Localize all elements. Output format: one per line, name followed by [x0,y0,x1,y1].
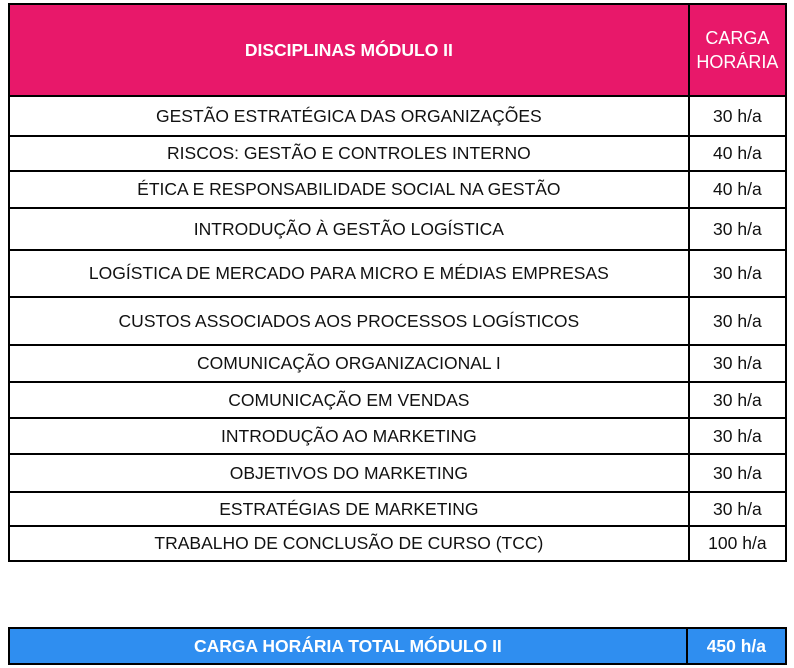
hours-header-line2: HORÁRIA [696,52,779,72]
discipline-name: LOGÍSTICA DE MERCADO PARA MICRO E MÉDIAS EMPRESAS [9,250,689,297]
discipline-hours: 30 h/a [689,418,786,454]
discipline-name: INTRODUÇÃO À GESTÃO LOGÍSTICA [9,208,689,250]
total-row [9,628,786,664]
discipline-hours: 30 h/a [689,250,786,297]
table-row [9,250,786,297]
disciplines-table [8,3,787,562]
table-row [9,345,786,382]
discipline-hours: 30 h/a [689,454,786,492]
discipline-hours: 40 h/a [689,136,786,171]
discipline-name: COMUNICAÇÃO ORGANIZACIONAL I [9,345,689,382]
table-row [9,208,786,250]
discipline-name: INTRODUÇÃO AO MARKETING [9,418,689,454]
discipline-name: OBJETIVOS DO MARKETING [9,454,689,492]
discipline-hours: 30 h/a [689,382,786,418]
disciplines-header: DISCIPLINAS MÓDULO II [9,4,689,96]
total-table [8,627,787,665]
discipline-name: RISCOS: GESTÃO E CONTROLES INTERNO [9,136,689,171]
discipline-hours: 30 h/a [689,345,786,382]
total-hours: 450 h/a [687,628,786,664]
hours-header [689,4,786,96]
discipline-hours: 30 h/a [689,96,786,136]
discipline-hours: 100 h/a [689,526,786,561]
discipline-name: GESTÃO ESTRATÉGICA DAS ORGANIZAÇÕES [9,96,689,136]
discipline-name: CUSTOS ASSOCIADOS AOS PROCESSOS LOGÍSTICOS [9,297,689,345]
table-row [9,171,786,208]
discipline-hours: 30 h/a [689,208,786,250]
table-row [9,454,786,492]
total-label: CARGA HORÁRIA TOTAL MÓDULO II [9,628,687,664]
table-row [9,136,786,171]
table-row [9,382,786,418]
table-row [9,492,786,526]
discipline-name: ESTRATÉGIAS DE MARKETING [9,492,689,526]
discipline-hours: 30 h/a [689,297,786,345]
table-row [9,297,786,345]
discipline-name: TRABALHO DE CONCLUSÃO DE CURSO (TCC) [9,526,689,561]
discipline-name: ÉTICA E RESPONSABILIDADE SOCIAL NA GESTÃO [9,171,689,208]
discipline-hours: 40 h/a [689,171,786,208]
discipline-name: COMUNICAÇÃO EM VENDAS [9,382,689,418]
table-row [9,526,786,561]
table-header-row [9,4,786,96]
table-row [9,96,786,136]
table-row [9,418,786,454]
hours-header-line1: CARGA [705,28,770,48]
discipline-hours: 30 h/a [689,492,786,526]
